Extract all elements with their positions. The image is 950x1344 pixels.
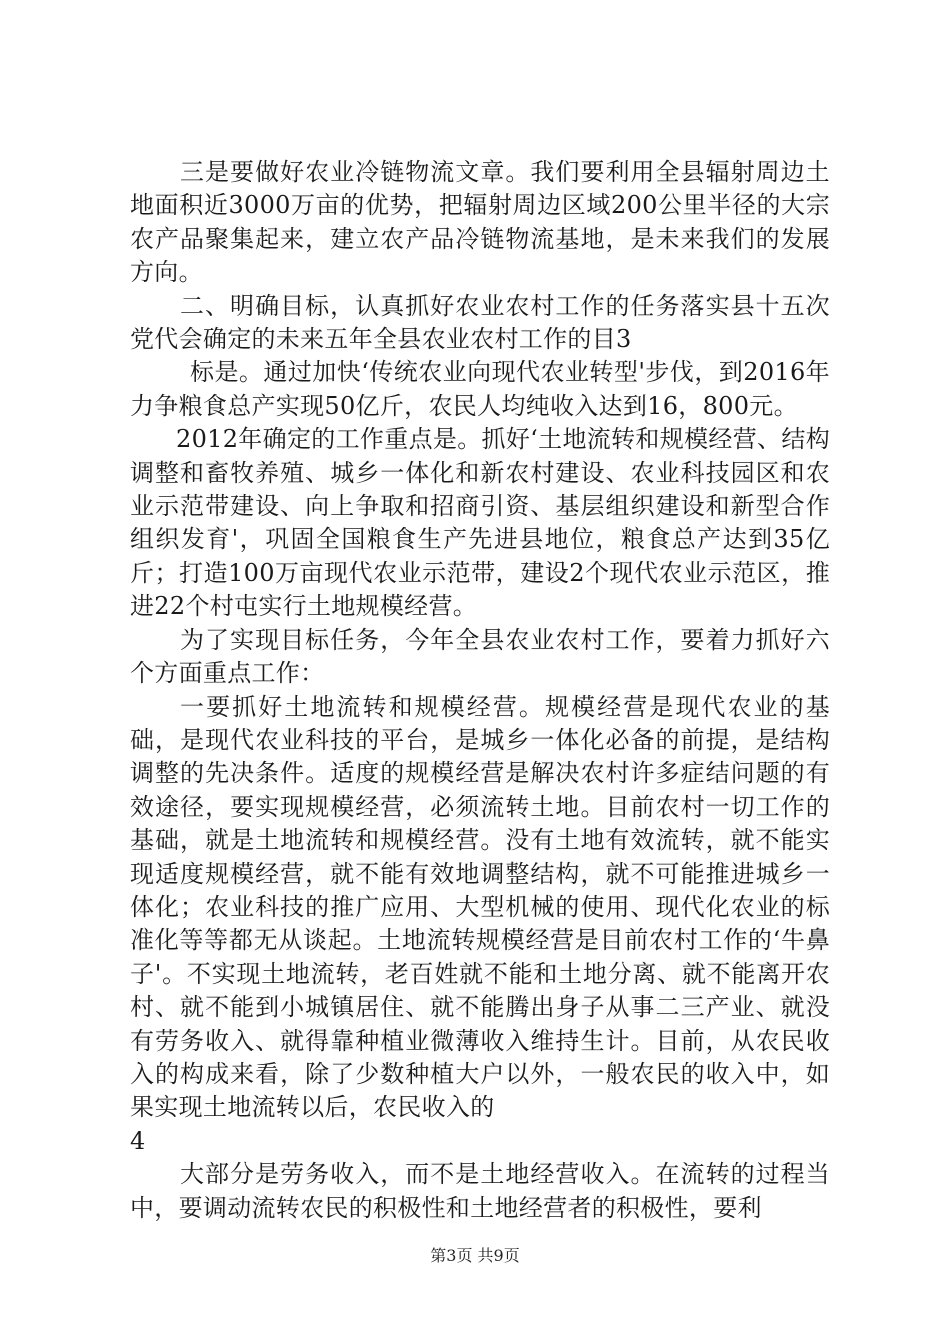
paragraph-goals-heading: 二、明确目标，认真抓好农业农村工作的任务落实县十五次党代会确定的未来五年全县农业农村工作的目3 [130, 291, 830, 354]
document-body [130, 156, 830, 1225]
paragraph-2012-priorities: 2012年确定的工作重点是。抓好‘土地流转和规模经营、结构调整和畜牧养殖、城乡一体化和新农村建设、农业科技园区和农业示范带建设、向上争取和招商引资、基层组织建设和新型合作组织发育'，巩固全国粮食生产先进县地位，粮食总产达到35亿斤；打造100万亩现代农业示范带，建设2个现代农业示范区，推进22个村屯实行土地规模经营。 [130, 425, 830, 621]
paragraph-cold-chain: 三是要做好农业冷链物流文章。我们要利用全县辐射周边土地面积近3000万亩的优势，把辐射周边区域200公里半径的大宗农产品聚集起来，建立农产品冷链物流基地，是未来我们的发展方向。 [130, 158, 830, 287]
source-page-number: 4 [130, 1126, 146, 1155]
paragraph-goals-detail: 标是。通过加快‘传统农业向现代农业转型'步伐，到2016年力争粮食总产实现50亿斤，农民人均纯收入达到16，800元。 [130, 358, 830, 420]
paragraph-land-transfer: 一要抓好土地流转和规模经营。规模经营是现代农业的基础，是现代农业科技的平台，是城乡一体化必备的前提，是结构调整的先决条件。适度的规模经营是解决农村许多症结问题的有效途径，要实现规模经营，必须流转土地。目前农村一切工作的基础，就是土地流转和规模经营。没有土地有效流转，就不能实现适度规模经营，就不能有效地调整结构，就不可能推进城乡一体化；农业科技的推广应用、大型机械的使用、现代化农业的标准化等等都无从谈起。土地流转规模经营是目前农村工作的‘牛鼻子'。不实现土地流转，老百姓就不能和土地分离、就不能离开农村、就不能到小城镇居住、就不能腾出身子从事二三产业、就没有劳务收入、就得靠种植业微薄收入维持生计。目前，从农民收入的构成来看，除了少数种植大户以外，一般农民的收入中，如果实现土地流转以后，农民收入的 [130, 692, 830, 1122]
page-footer: 第3页 共9页 [430, 1246, 520, 1265]
paragraph-labor-income: 大部分是劳务收入，而不是土地经营收入。在流转的过程当中，要调动流转农民的积极性和土地经营者的积极性，要利 [130, 1160, 830, 1222]
paragraph-six-tasks: 为了实现目标任务，今年全县农业农村工作，要着力抓好六个方面重点工作： [130, 625, 830, 688]
